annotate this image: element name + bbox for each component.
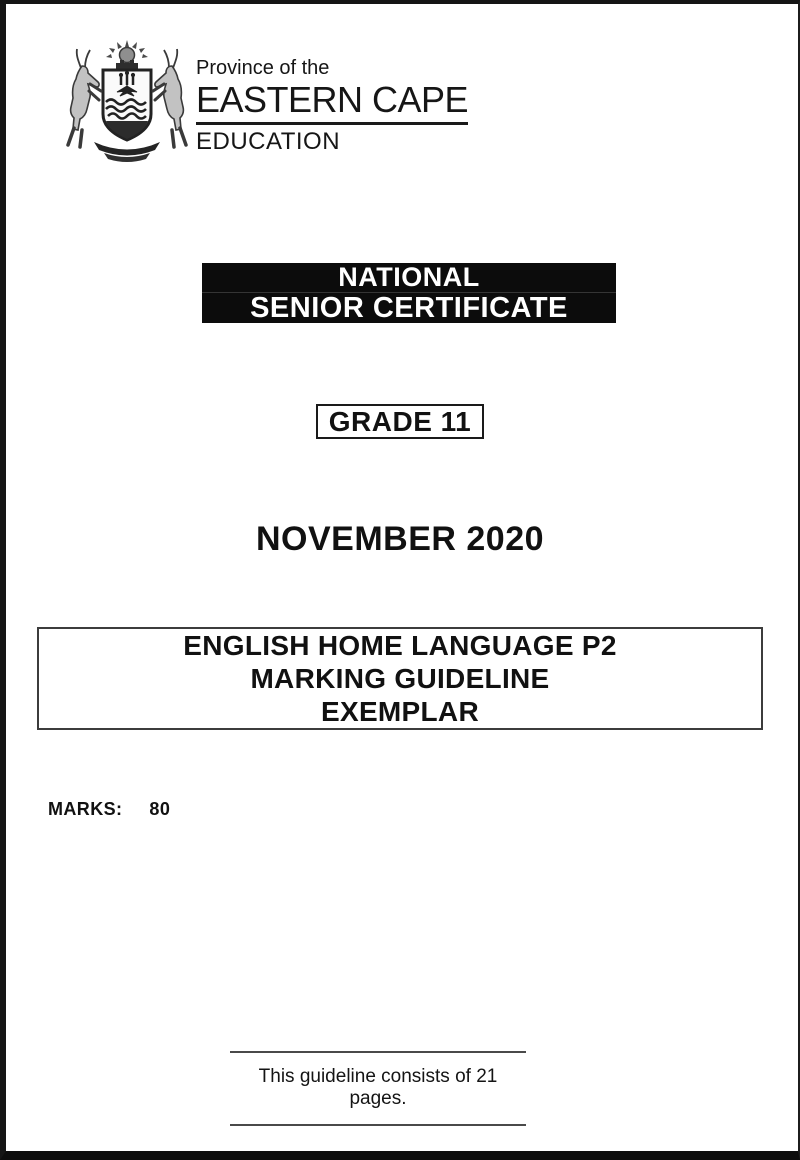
grade-label: GRADE 11 bbox=[328, 405, 472, 437]
provincial-logo bbox=[56, 38, 198, 169]
antelope-icon bbox=[153, 49, 186, 147]
title-line-exemplar: EXEMPLAR bbox=[321, 696, 479, 727]
logo-department: EDUCATION bbox=[196, 128, 341, 155]
logo-province-name: EASTERN CAPE bbox=[196, 79, 469, 120]
title-line-subject: ENGLISH HOME LANGUAGE P2 bbox=[183, 630, 617, 661]
banner-line-senior-certificate: SENIOR CERTIFICATE bbox=[202, 292, 616, 323]
marks-label: MARKS: bbox=[48, 799, 123, 819]
nsc-banner bbox=[202, 263, 616, 323]
footer-note: This guideline consists of 21 pages. bbox=[258, 1066, 498, 1109]
title-box bbox=[37, 627, 763, 730]
banner-line-national: NATIONAL bbox=[338, 262, 480, 292]
marks-row bbox=[48, 799, 170, 820]
title-line-guideline: MARKING GUIDELINE bbox=[250, 663, 550, 694]
logo-divider bbox=[196, 122, 468, 125]
eastern-cape-coat-of-arms-icon bbox=[56, 38, 198, 164]
session-heading: NOVEMBER 2020 bbox=[255, 520, 545, 558]
marks-value: 80 bbox=[149, 799, 171, 819]
sun-icon bbox=[106, 40, 148, 63]
provincial-logo-text bbox=[196, 56, 486, 155]
logo-province-line: Province of the bbox=[196, 57, 330, 79]
footer-note-box bbox=[230, 1051, 526, 1126]
antelope-icon bbox=[68, 49, 101, 147]
grade-box bbox=[316, 404, 484, 439]
